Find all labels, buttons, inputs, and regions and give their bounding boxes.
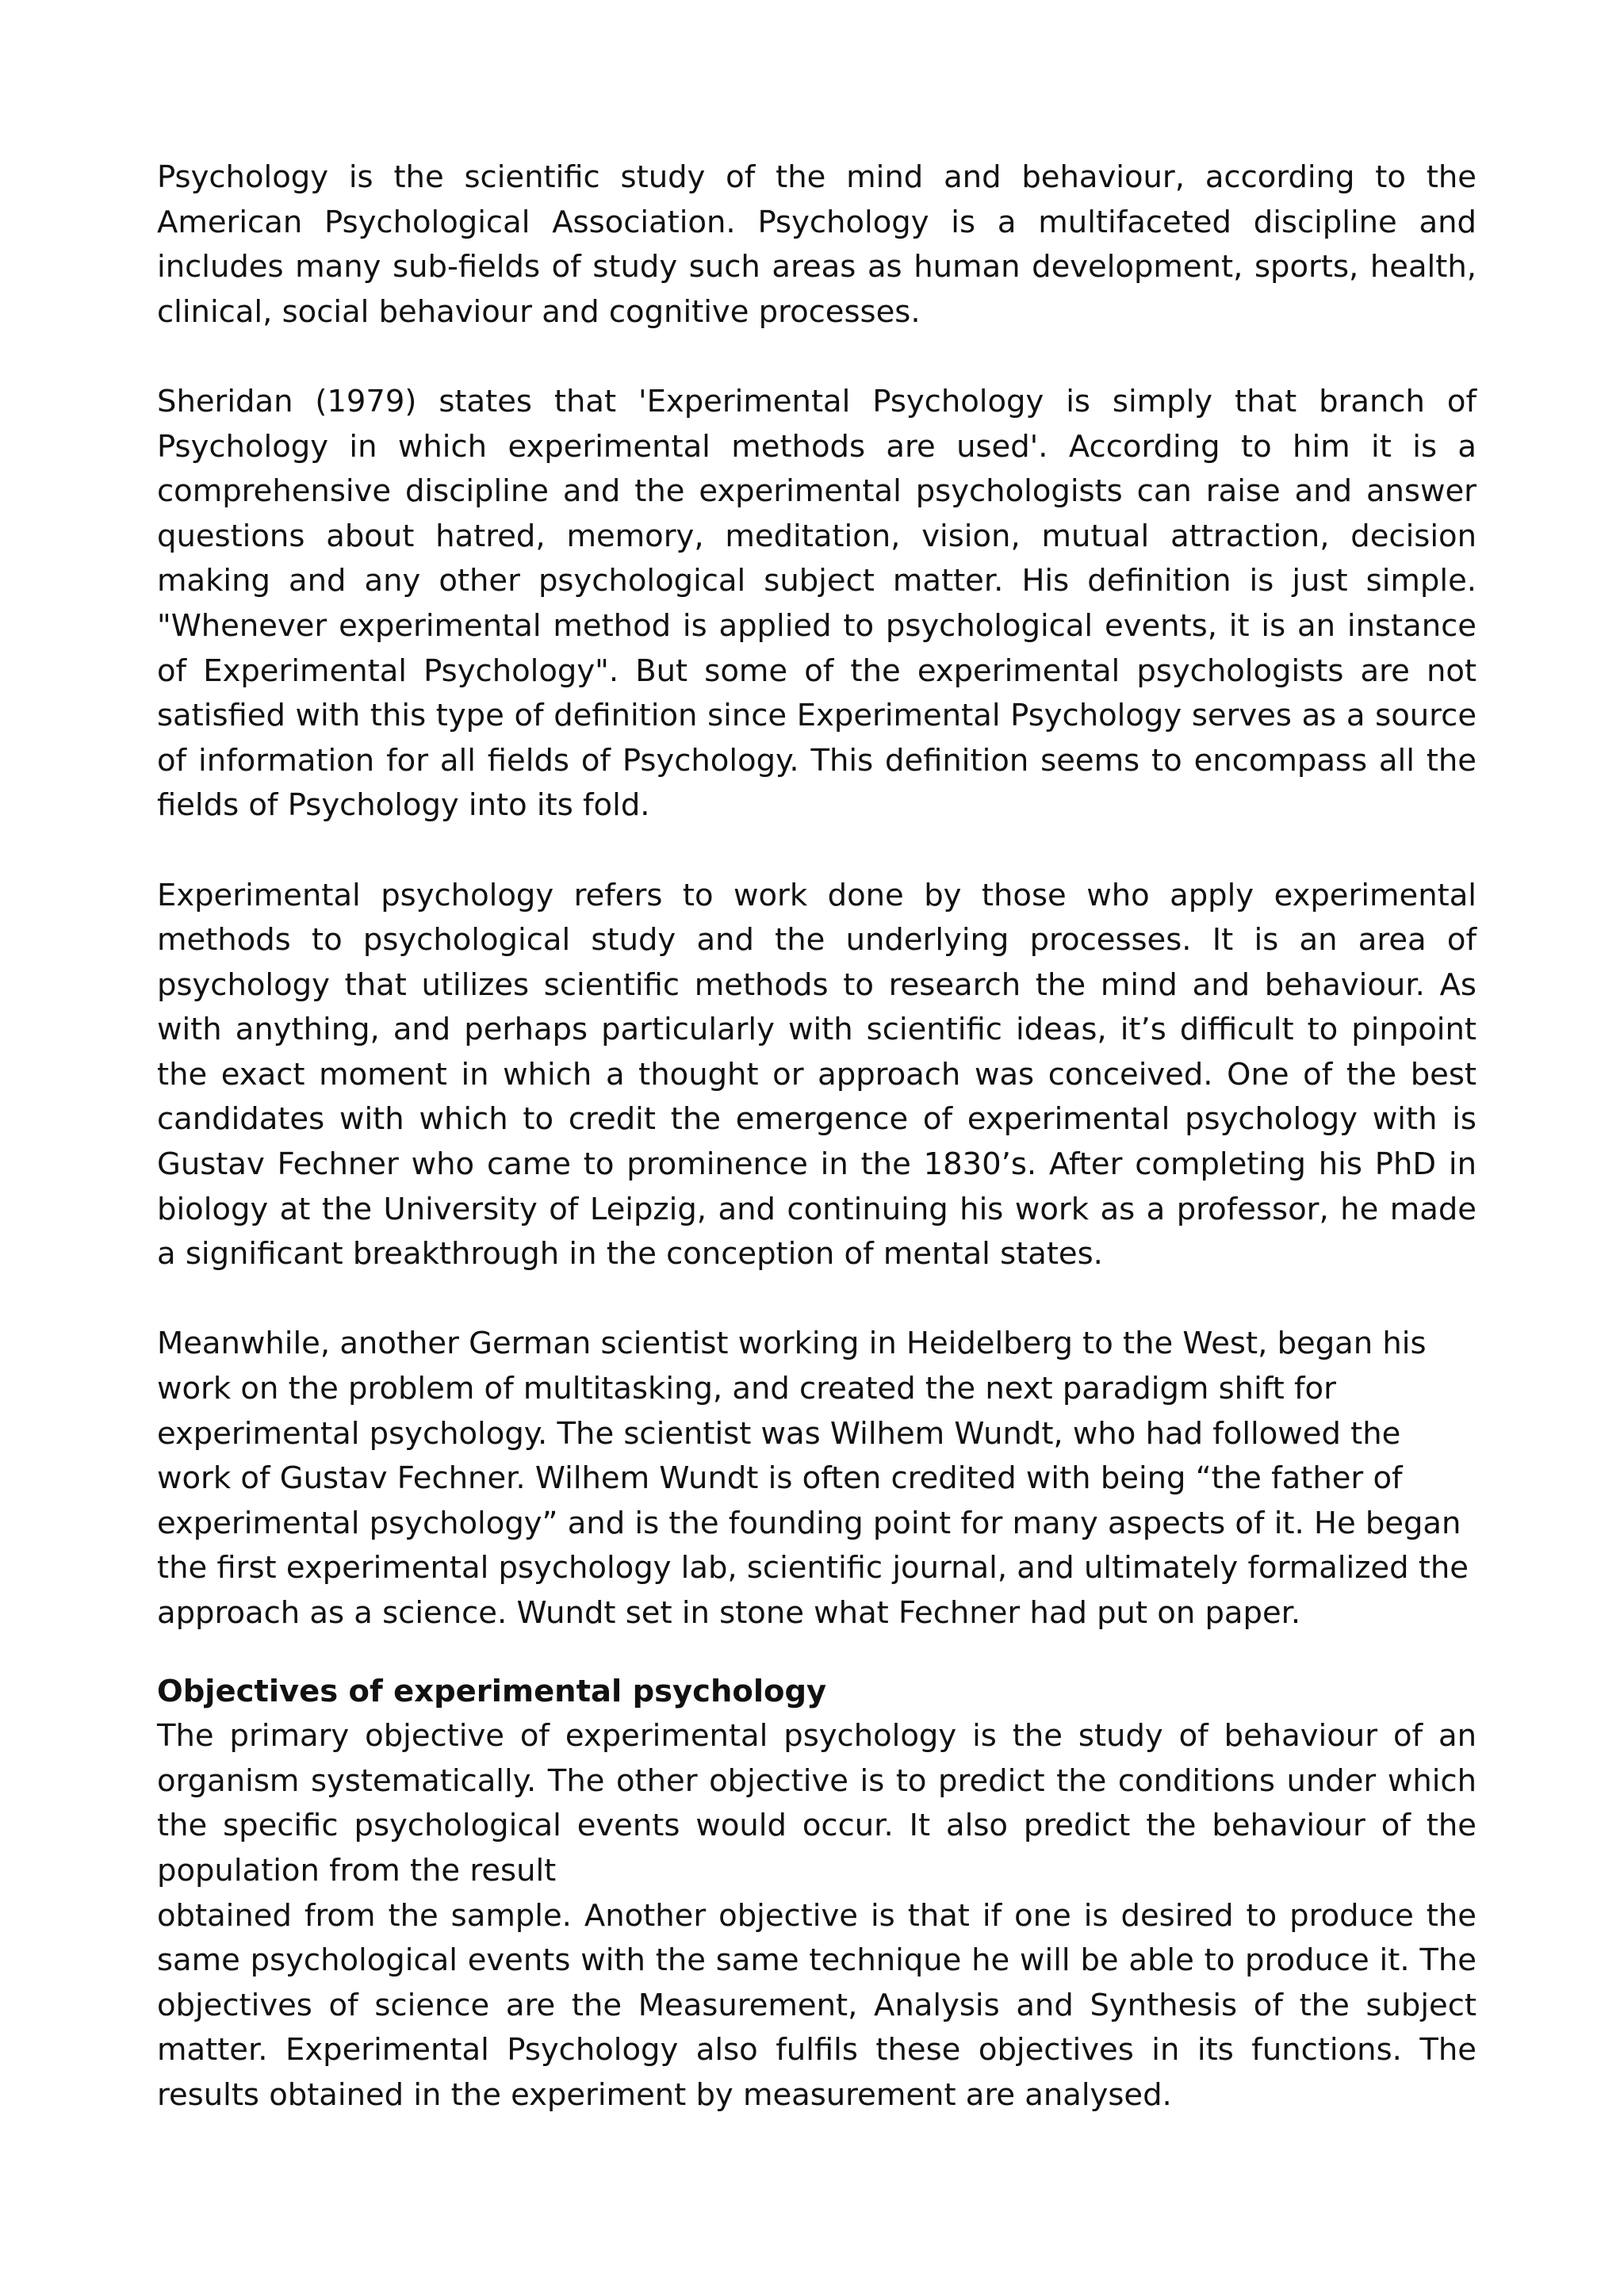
text-line: fields of Psychology into its fold. <box>157 787 650 824</box>
text-line: making and any other psychological subject matter. His definition is just simple. <box>157 563 1477 599</box>
text-line: obtained from the sample. Another objective is that if one is desired to produce the <box>157 1897 1477 1934</box>
text-line: a significant breakthrough in the conception of mental states. <box>157 1236 1103 1272</box>
text-line: psychology that utilizes scientific methods to research the mind and behaviour. As <box>157 966 1477 1003</box>
text-line: Meanwhile, another German scientist working in Heidelberg to the West, began his <box>157 1326 1427 1362</box>
text-line: The primary objective of experimental psychology is the study of behaviour of an <box>157 1718 1477 1755</box>
text-line: "Whenever experimental method is applied to psychological events, it is an instance <box>157 607 1477 644</box>
text-line: objectives of science are the Measurement, Analysis and Synthesis of the subject <box>157 1987 1477 2023</box>
text-line: Sheridan (1979) states that 'Experimental Psychology is simply that branch of <box>157 383 1477 419</box>
paragraph <box>157 1322 1477 1636</box>
paragraph <box>157 874 1477 1277</box>
text-line: satisfied with this type of definition since Experimental Psychology serves as a source <box>157 698 1477 734</box>
text-line: work on the problem of multitasking, and created the next paradigm shift for <box>157 1371 1336 1407</box>
text-line: the first experimental psychology lab, scientific journal, and ultimately formalized the <box>157 1550 1469 1586</box>
text-line: American Psychological Association. Psychology is a multifaceted discipline and <box>157 204 1477 240</box>
text-line: the exact moment in which a thought or approach was conceived. One of the best <box>157 1056 1477 1093</box>
text-line: biology at the University of Leipzig, and continuing his work as a professor, he made <box>157 1191 1477 1227</box>
body-text <box>157 155 1477 1636</box>
text-line: of information for all fields of Psychology. This definition seems to encompass all the <box>157 742 1477 779</box>
text-line: the specific psychological events would occur. It also predict the behaviour of the <box>157 1808 1477 1844</box>
text-line: experimental psychology” and is the founding point for many aspects of it. He began <box>157 1505 1461 1541</box>
text-line: clinical, social behaviour and cognitive processes. <box>157 293 921 330</box>
text-line: candidates with which to credit the emergence of experimental psychology with is <box>157 1101 1477 1138</box>
text-line: same psychological events with the same technique he will be able to produce it. The <box>157 1942 1477 1979</box>
text-line: questions about hatred, memory, meditation, vision, mutual attraction, decision <box>157 518 1477 554</box>
document-page <box>157 155 1477 2118</box>
text-line: comprehensive discipline and the experimental psychologists can raise and answer <box>157 473 1477 510</box>
text-line: organism systematically. The other objective is to predict the conditions under which <box>157 1762 1477 1799</box>
text-line: experimental psychology. The scientist was Wilhem Wundt, who had followed the <box>157 1415 1401 1452</box>
text-line: work of Gustav Fechner. Wilhem Wundt is often credited with being “the father of <box>157 1460 1403 1497</box>
text-line: population from the result <box>157 1852 557 1888</box>
text-line: of Experimental Psychology". But some of the experimental psychologists are not <box>157 652 1477 689</box>
text-line: approach as a science. Wundt set in stone what Fechner had put on paper. <box>157 1595 1301 1631</box>
text-line: methods to psychological study and the underlying processes. It is an area of <box>157 922 1477 959</box>
text-line: Gustav Fechner who came to prominence in the 1830’s. After completing his PhD in <box>157 1146 1477 1183</box>
section-paragraph <box>157 1714 1477 2118</box>
text-line: matter. Experimental Psychology also fulfils these objectives in its functions. The <box>157 2032 1477 2068</box>
paragraph <box>157 380 1477 828</box>
section-heading: Objectives of experimental psychology <box>157 1673 827 1709</box>
text-line: Psychology in which experimental methods are used'. According to him it is a <box>157 428 1477 465</box>
text-line: with anything, and perhaps particularly with scientific ideas, it’s difficult to pinpoint <box>157 1012 1477 1048</box>
text-line: includes many sub-fields of study such areas as human development, sports, health, <box>157 249 1477 285</box>
text-line: Experimental psychology refers to work done by those who apply experimental <box>157 877 1477 913</box>
objectives-section <box>157 1670 1477 2118</box>
text-line: results obtained in the experiment by measurement are analysed. <box>157 2076 1172 2113</box>
paragraph <box>157 155 1477 335</box>
text-line: Psychology is the scientific study of the mind and behaviour, according to the <box>157 159 1477 195</box>
